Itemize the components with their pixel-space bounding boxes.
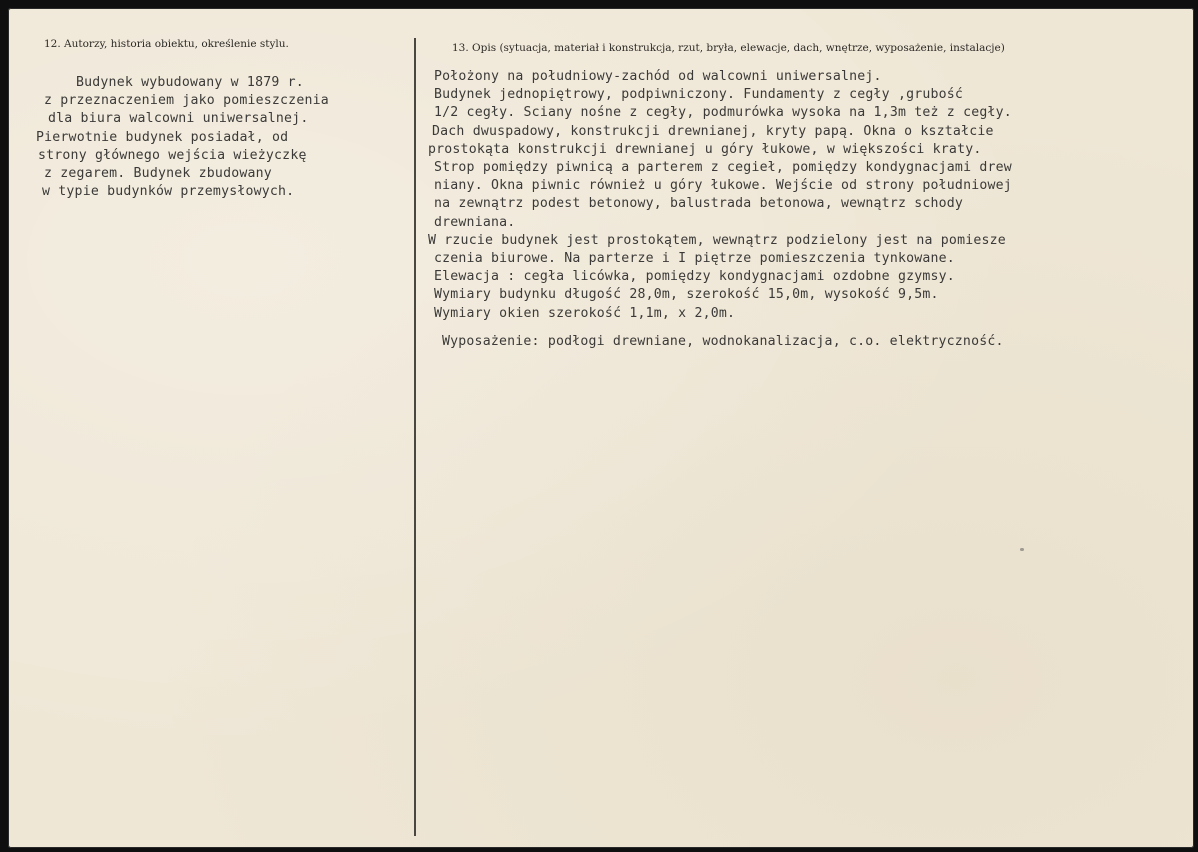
description-line: Wymiary okien szerokość 1,1m, x 2,0m.: [434, 305, 736, 321]
description-line: Budynek jednopiętrowy, podpiwniczony. Fundamenty z cegły ,grubość: [434, 87, 964, 103]
paper-speck: [1020, 548, 1024, 551]
description-typed-text: [428, 68, 1188, 351]
description-line: Dach dwuspadowy, konstrukcji drewnianej, kryty papą. Okna o kształcie: [432, 123, 994, 139]
archival-record-card: [8, 8, 1194, 848]
description-line: Strop pomiędzy piwnicą a parterem z cegieł, pomiędzy kondygnacjami drew: [434, 160, 1012, 176]
history-line: w typie budynków przemysłowych.: [42, 184, 295, 200]
history-line: strony głównego wejścia wieżyczkę: [38, 147, 307, 163]
history-typed-text: [36, 74, 416, 201]
description-line: Położony na południowy-zachód od walcowni uniwersalnej.: [434, 69, 882, 84]
description-line: drewniana.: [434, 214, 516, 230]
description-line: czenia biurowe. Na parterze i I piętrze pomieszczenia tynkowane.: [434, 251, 955, 267]
section-13-heading: 13. Opis (sytuacja, materiał i konstrukcja, rzut, bryła, elewacje, dach, wnętrze, wyposażenie, instalacje): [452, 42, 1005, 54]
history-line: z przeznaczeniem jako pomieszczenia: [44, 93, 329, 109]
history-line: Budynek wybudowany w 1879 r.: [76, 75, 304, 90]
description-line: na zewnątrz podest betonowy, balustrada betonowa, wewnątrz schody: [434, 196, 964, 212]
section-12-heading: 12. Autorzy, historia obiektu, określenie stylu.: [44, 38, 289, 50]
description-line: W rzucie budynek jest prostokątem, wewnątrz podzielony jest na pomiesze: [428, 232, 1006, 248]
description-line: Elewacja : cegła licówka, pomiędzy kondygnacjami ozdobne gzymsy.: [434, 269, 955, 285]
description-line: Wymiary budynku długość 28,0m, szerokość 15,0m, wysokość 9,5m.: [434, 287, 939, 303]
history-line: Pierwotnie budynek posiadał, od: [36, 129, 289, 145]
description-line: niany. Okna piwnic również u góry łukowe. Wejście od strony południowej: [434, 178, 1012, 194]
equipment-line: Wyposażenie: podłogi drewniane, wodnokanalizacja, c.o. elektryczność.: [442, 333, 1004, 349]
history-line: z zegarem. Budynek zbudowany: [44, 166, 272, 182]
description-line: prostokąta konstrukcji drewnianej u góry łukowe, w większości kraty.: [428, 141, 982, 157]
description-line: 1/2 cegły. Sciany nośne z cegły, podmurówka wysoka na 1,3m też z cegły.: [434, 105, 1012, 121]
history-line: dla biura walcowni uniwersalnej.: [48, 111, 309, 127]
